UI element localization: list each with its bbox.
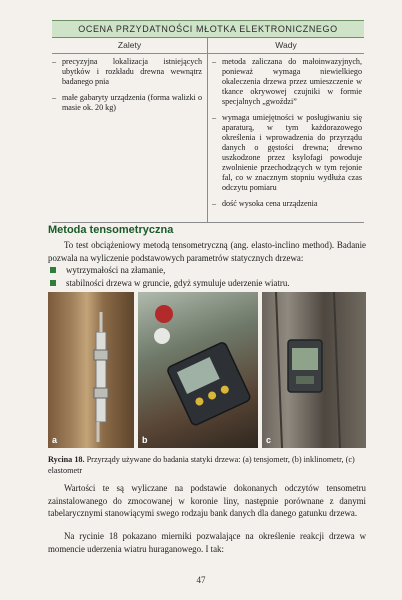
bullet-text: wytrzymałości na złamanie, (66, 265, 166, 275)
elastometer-photo (262, 292, 366, 448)
disadvantage-item: – wymaga umiejętności w posługiwaniu się aparaturą, w tym każdorazowego określenia i wprowadzenia do przyrządu danych o gęstości drewna; drewno uszkodzone przez ksylofagi powoduje zwolnienie przechodzących w tym rejonie fal, co w znacznym stopniu wydłuża czas odczytu pomiaru (212, 113, 362, 193)
advantage-item: – małe gabaryty urządzenia (forma walizki o masie ok. 20 kg) (52, 93, 202, 113)
photo-label-b: b (142, 435, 148, 445)
body-paragraph: Wartości te są wyliczane na podstawie dokonanych odczytów tensometru zainstalowanego do zmocowanej w koronie liny, następnie porównane z danymi tabelarycznymi stanowiącymi swego rodzaju bank danych dla danego gatunku drzewa. (48, 483, 366, 518)
disadvantage-item: – metoda zaliczana do małoinwazyjnych, ponieważ wymaga niewielkiego okaleczenia drzewa przez umieszczenie w tkance okrywowej czujniki w formie specjalnych „gwoździ” (212, 57, 362, 107)
caption-text: Przyrządy używane do badania statyki drzewa: (a) tensjometr, (b) inklinometr, (c) elastometr (48, 455, 355, 475)
page-number: 47 (196, 575, 206, 585)
square-bullet-icon (50, 280, 56, 286)
disadvantages-heading: Wady (208, 38, 364, 54)
tensiometer-illustration (48, 292, 134, 448)
disadvantages-column (212, 57, 362, 215)
disadvantage-item: – dość wysoka cena urządzenia (212, 199, 362, 209)
elastometer-illustration (262, 292, 366, 448)
body-paragraph: Na rycinie 18 pokazano mierniki pozwalające na określenie reakcji drzewa w momencie uderzenia wiatru huraganowego. I tak: (48, 531, 366, 554)
running-header: OCENA PRZYDATNOŚCI MŁOTKA ELEKTRONICZNEGO (52, 20, 364, 38)
inclinometer-illustration (138, 292, 258, 448)
bullet-text: stabilności drzewa w gruncie, gdyż symuluje uderzenie wiatru. (66, 277, 290, 288)
pros-cons-table (52, 38, 364, 223)
tensiometer-photo (48, 292, 134, 448)
column-divider (207, 38, 208, 222)
photo-label-c: c (266, 435, 272, 445)
inclinometer-photo (138, 292, 258, 448)
bullet-item (48, 264, 366, 277)
figure-photos (48, 292, 366, 448)
caption-label: Rycina 18. (48, 455, 85, 464)
photo-label-a: a (52, 435, 58, 445)
square-bullet-icon (50, 267, 56, 273)
section-title: Metoda tensometryczna (48, 224, 174, 236)
advantages-heading: Zalety (52, 38, 207, 54)
bullet-list (48, 264, 366, 289)
bullet-item (48, 277, 366, 290)
figure-caption (48, 454, 366, 476)
advantage-item: – precyzyjna lokalizacja istniejących ubytków i rozkładu drewna wewnątrz badanego pnia (52, 57, 202, 87)
advantages-column (52, 57, 202, 119)
intro-paragraph: To test obciążeniowy metodą tensometryczną (ang. elasto-inclino method). Badanie pozwala na wyliczenie podstawowych parametrów statycznych drzewa: (48, 240, 366, 263)
